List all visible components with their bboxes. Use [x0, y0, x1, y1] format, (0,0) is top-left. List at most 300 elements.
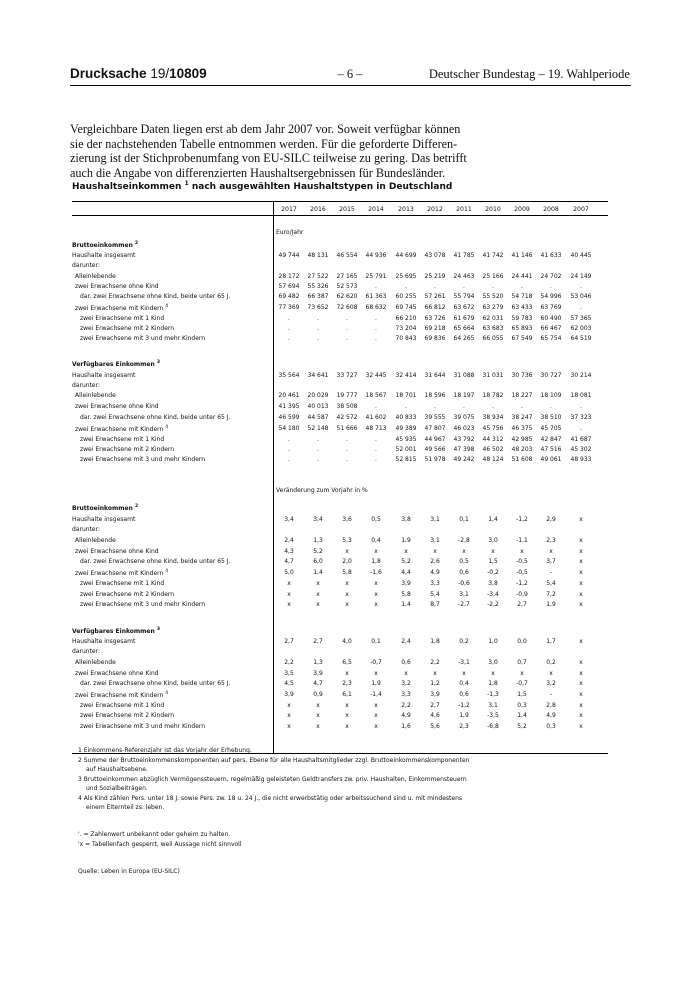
year-header: 2017	[281, 206, 297, 213]
table-cell: 67 549	[511, 335, 533, 342]
table-cell: 72 608	[336, 304, 358, 311]
table-cell: x	[374, 712, 378, 719]
row-label-text: zwei Erwachsene mit 1 Kind	[80, 315, 165, 322]
table-cell: 59 783	[511, 315, 533, 322]
table-cell: 4,4	[401, 569, 411, 576]
table-cell: 30 736	[511, 372, 533, 379]
table-cell: 63 726	[424, 315, 446, 322]
row-label-text: zwei Erwachsene ohne Kind	[75, 283, 159, 290]
table-cell: 1,2	[430, 680, 440, 687]
table-cell: 3,2	[401, 680, 411, 687]
table-cell: x	[345, 702, 349, 709]
page-number: – 6 –	[337, 67, 363, 81]
table-cell: 0,5	[371, 516, 381, 523]
row-label-text: zwei Erwachsene mit Kindern	[75, 426, 164, 433]
row-label-footnote: 4	[165, 691, 169, 696]
table-title-footnote: 1	[184, 180, 189, 187]
table-title-rest: nach ausgewählten Haushaltstypen in Deutschland	[191, 182, 453, 192]
row-label-text: dar. zwei Erwachsene ohne Kind, beide unter 65 J.	[80, 414, 231, 421]
table-cell: -3,5	[487, 712, 499, 719]
table-cell: .	[346, 436, 348, 443]
table-cell: -0,5	[516, 558, 528, 565]
row-label	[72, 638, 135, 645]
table-header-rule	[72, 215, 608, 216]
table-cell: -	[549, 691, 553, 698]
row-label	[75, 670, 159, 677]
table-cell: 1,9	[371, 680, 381, 687]
income-table	[72, 198, 608, 760]
table-cell: x	[374, 580, 378, 587]
table-cell: 4,5	[284, 680, 294, 687]
table-cell: 48 933	[570, 456, 592, 463]
table-cell: .	[492, 283, 494, 290]
table-cell: -1,1	[516, 537, 528, 544]
table-cell: 57 694	[278, 283, 300, 290]
table-cell: 2,4	[284, 537, 294, 544]
table-cell: x	[579, 712, 583, 719]
table-row	[72, 516, 608, 526]
table-cell: 45 756	[482, 425, 504, 432]
row-label	[80, 702, 164, 709]
table-cell: 4,9	[430, 569, 440, 576]
year-header: 2014	[368, 206, 384, 213]
table-cell: 6,0	[313, 558, 323, 565]
footnote: 3 Bruttoeinkommen abzüglich Vermögenssteuern, regelmäßig geleisteten Geldtransfers zw. priv. Haushalten, Einkommensteuern	[78, 775, 467, 783]
table-cell: 4,9	[546, 712, 556, 719]
table-cell: 18 197	[453, 392, 475, 399]
row-label	[72, 241, 138, 249]
year-header: 2010	[485, 206, 501, 213]
row-label	[80, 456, 205, 463]
table-cell: 1,9	[401, 537, 411, 544]
row-label-text: Alleinlebende	[75, 537, 116, 544]
row-label-text: zwei Erwachsene mit 2 Kindern	[80, 446, 175, 453]
table-cell: 43 078	[424, 252, 446, 259]
table-cell: -1,6	[370, 569, 382, 576]
table-cell: 35 564	[278, 372, 300, 379]
table-cell: 46 375	[511, 425, 533, 432]
table-cell: 70 843	[395, 335, 417, 342]
table-cell: 38 247	[511, 414, 533, 421]
table-cell: 41 742	[482, 252, 504, 259]
table-cell: 38 510	[540, 414, 562, 421]
table-cell: 2,2	[430, 659, 440, 666]
table-cell: 3,2	[546, 680, 556, 687]
table-row	[72, 627, 608, 637]
table-cell: 42 572	[336, 414, 358, 421]
footnote: 2 Summe der Bruttoeinkommenskomponenten auf pers. Ebene für alle Haushaltsmitglieder zzgl. Bruttoeinkommenskomponenten	[78, 756, 470, 764]
table-cell: x	[287, 723, 291, 730]
table-cell: x	[549, 670, 553, 677]
table-cell: 40 833	[395, 414, 417, 421]
table-cell: 0,3	[546, 723, 556, 730]
row-label-text: zwei Erwachsene ohne Kind	[75, 670, 159, 677]
table-cell: .	[317, 335, 319, 342]
table-cell: 7,2	[546, 591, 556, 598]
table-row	[72, 548, 608, 558]
table-cell: 40 013	[307, 403, 329, 410]
table-cell: 41 687	[570, 436, 592, 443]
table-row	[72, 648, 608, 658]
table-cell: 41 146	[511, 252, 533, 259]
intro-paragraph	[70, 122, 630, 180]
table-cell: 55 326	[307, 283, 329, 290]
year-header: 2011	[456, 206, 472, 213]
table-cell: 0,5	[459, 558, 469, 565]
row-label-text: Haushalte insgesamt	[72, 516, 136, 523]
table-cell: 53 046	[570, 293, 592, 300]
table-cell: x	[316, 580, 320, 587]
table-cell: 4,9	[401, 712, 411, 719]
row-label	[80, 325, 174, 332]
table-cell: 3,0	[488, 659, 498, 666]
table-cell: 60 490	[540, 315, 562, 322]
table-cell: .	[492, 403, 494, 410]
intro-line: auch die Angabe von differenzierten Haushaltsergebnissen für Bundesländer.	[70, 165, 446, 180]
table-cell: 32 414	[395, 372, 417, 379]
table-cell: 62 003	[570, 325, 592, 332]
table-cell: 66 210	[395, 315, 417, 322]
table-cell: x	[491, 548, 495, 555]
table-cell: 24 149	[570, 273, 592, 280]
table-cell: 5,4	[430, 591, 440, 598]
table-cell: -1,3	[487, 691, 499, 698]
row-label-text: zwei Erwachsene mit 2 Kindern	[80, 591, 175, 598]
row-label	[72, 526, 100, 533]
table-cell: 0,4	[371, 537, 381, 544]
table-cell: 2,7	[517, 601, 527, 608]
table-cell: -0,5	[516, 569, 528, 576]
table-cell: 63 279	[482, 304, 504, 311]
table-cell: 66 467	[540, 325, 562, 332]
year-header: 2008	[543, 206, 559, 213]
table-cell: 64 519	[570, 335, 592, 342]
table-row	[72, 591, 608, 601]
table-cell: 3,9	[430, 691, 440, 698]
table-cell: x	[520, 670, 524, 677]
row-label-text: zwei Erwachsene ohne Kind	[75, 403, 159, 410]
table-cell: 64 265	[453, 335, 475, 342]
row-label-text: zwei Erwachsene mit 2 Kindern	[80, 325, 175, 332]
unit-change: Veränderung zum Vorjahr in %	[276, 487, 368, 494]
table-cell: 5,6	[430, 723, 440, 730]
table-cell: x	[404, 548, 408, 555]
table-cell: 1,8	[488, 680, 498, 687]
row-label-text: Haushalte insgesamt	[72, 372, 136, 379]
table-cell: 73 204	[395, 325, 417, 332]
row-label-text: zwei Erwachsene mit 1 Kind	[80, 436, 165, 443]
table-cell: x	[287, 712, 291, 719]
table-cell: 66 055	[482, 335, 504, 342]
table-cell: x	[374, 601, 378, 608]
row-label	[72, 648, 100, 655]
table-cell: 48 203	[511, 446, 533, 453]
table-cell: .	[521, 283, 523, 290]
table-cell: 5,2	[517, 723, 527, 730]
table-cell: x	[433, 548, 437, 555]
row-label	[80, 446, 174, 453]
table-cell: 24 441	[511, 273, 533, 280]
table-cell: 3,0	[488, 537, 498, 544]
table-cell: 47 398	[453, 446, 475, 453]
row-label-text: zwei Erwachsene mit Kindern	[75, 570, 164, 577]
table-cell: 45 302	[570, 446, 592, 453]
table-cell: 1,4	[401, 601, 411, 608]
table-cell: x	[491, 670, 495, 677]
row-label-text: zwei Erwachsene mit Kindern	[75, 305, 164, 312]
row-label	[75, 283, 159, 290]
table-cell: 69 836	[424, 335, 446, 342]
publisher: Deutscher Bundestag – 19. Wahlperiode	[428, 67, 630, 81]
row-label-text: Alleinlebende	[75, 273, 116, 280]
row-label-text: zwei Erwachsene mit 3 und mehr Kindern	[80, 601, 206, 608]
row-label-text: zwei Erwachsene mit 3 und mehr Kindern	[80, 723, 206, 730]
header-rule	[70, 85, 631, 86]
table-cell: 6,5	[342, 659, 352, 666]
table-cell: 46 502	[482, 446, 504, 453]
table-cell: -0,2	[487, 569, 499, 576]
table-cell: 31 088	[453, 372, 475, 379]
table-cell: 3,4	[313, 516, 323, 523]
table-cell: 2,7	[313, 638, 323, 645]
table-cell: 63 433	[511, 304, 533, 311]
table-cell: x	[579, 591, 583, 598]
table-cell: 5,8	[401, 591, 411, 598]
row-label	[75, 425, 168, 433]
table-cell: 5,2	[313, 548, 323, 555]
row-label	[80, 712, 174, 719]
table-cell: 30 727	[540, 372, 562, 379]
table-cell: .	[288, 335, 290, 342]
row-label-text: darunter:	[72, 526, 100, 533]
table-row	[72, 403, 608, 413]
row-label	[75, 403, 159, 410]
table-cell: .	[346, 456, 348, 463]
table-cell: x	[316, 591, 320, 598]
table-cell: 33 727	[336, 372, 358, 379]
row-label-footnote: 2	[134, 504, 139, 509]
row-label	[72, 516, 135, 523]
table-cell: 5,2	[401, 558, 411, 565]
table-cell: 54 996	[540, 293, 562, 300]
table-cell: 51 666	[336, 425, 358, 432]
row-label-text: zwei Erwachsene mit 2 Kindern	[80, 712, 175, 719]
row-label-text: zwei Erwachsene mit 1 Kind	[80, 580, 165, 587]
table-cell: 18 227	[511, 392, 533, 399]
table-cell: x	[316, 723, 320, 730]
row-label	[72, 382, 100, 389]
table-row	[72, 456, 608, 466]
row-label	[80, 723, 205, 730]
table-cell: 52 148	[307, 425, 329, 432]
table-cell: .	[375, 283, 377, 290]
table-cell: x	[579, 601, 583, 608]
table-cell: x	[374, 702, 378, 709]
table-cell: 1,3	[313, 659, 323, 666]
table-cell: 0,1	[371, 638, 381, 645]
table-row	[72, 283, 608, 293]
table-cell: 4,7	[313, 680, 323, 687]
table-row	[72, 262, 608, 272]
row-label	[72, 252, 135, 259]
table-cell: 68 632	[365, 304, 387, 311]
year-header: 2007	[573, 206, 589, 213]
unit-euro: Euro/Jahr	[276, 229, 304, 236]
table-cell: .	[288, 446, 290, 453]
table-cell: x	[433, 670, 437, 677]
table-cell: x	[462, 548, 466, 555]
table-cell: x	[374, 548, 378, 555]
table-cell: .	[375, 456, 377, 463]
table-cell: 66 812	[424, 304, 446, 311]
row-label	[72, 262, 100, 269]
table-cell: x	[316, 601, 320, 608]
table-cell: 4,3	[284, 548, 294, 555]
table-cell: 30 214	[570, 372, 592, 379]
table-cell: x	[345, 601, 349, 608]
table-cell: 19 777	[336, 392, 358, 399]
table-row	[72, 670, 608, 680]
table-cell: 0,3	[517, 702, 527, 709]
table-cell: 3,9	[401, 580, 411, 587]
table-cell: x	[374, 723, 378, 730]
table-cell: .	[434, 283, 436, 290]
table-cell: .	[317, 325, 319, 332]
page-header	[70, 66, 630, 86]
table-cell: 3,3	[401, 691, 411, 698]
legend-notes	[78, 830, 598, 849]
table-cell: 4,7	[284, 558, 294, 565]
row-label	[80, 580, 164, 587]
table-cell: 66 387	[307, 293, 329, 300]
table-title-main: Haushaltseinkommen	[72, 182, 182, 192]
table-cell: 52 815	[395, 456, 417, 463]
row-label	[80, 558, 230, 565]
table-cell: .	[288, 456, 290, 463]
table-cell: 65 893	[511, 325, 533, 332]
row-label-text: zwei Erwachsene ohne Kind	[75, 548, 159, 555]
row-label	[75, 273, 116, 280]
table-row	[72, 537, 608, 547]
footnote: 1 Einkommens-Referenzjahr ist das Vorjahr der Erhebung.	[78, 747, 252, 754]
table-cell: x	[345, 712, 349, 719]
table-cell: 0,6	[459, 691, 469, 698]
table-cell: 2,7	[284, 638, 294, 645]
table-cell: 62 031	[482, 315, 504, 322]
year-header: 2013	[398, 206, 414, 213]
table-row	[72, 558, 608, 568]
table-cell: x	[287, 580, 291, 587]
table-cell: 41 395	[278, 403, 300, 410]
table-cell: 3,9	[313, 670, 323, 677]
table-cell: x	[520, 548, 524, 555]
table-cell: 46 554	[336, 252, 358, 259]
table-row	[72, 315, 608, 325]
footnotes	[78, 746, 598, 813]
table-cell: -1,2	[458, 702, 470, 709]
table-cell: 1,5	[488, 558, 498, 565]
table-cell: 55 794	[453, 293, 475, 300]
table-row	[72, 273, 608, 283]
table-cell: 69 218	[424, 325, 446, 332]
table-cell: 1,9	[546, 601, 556, 608]
table-cell: 69 482	[278, 293, 300, 300]
year-header: 2009	[514, 206, 530, 213]
row-label	[80, 591, 174, 598]
table-cell: x	[579, 723, 583, 730]
table-cell: 2,8	[546, 702, 556, 709]
intro-line: zierung ist der Stichprobenumfang von EU-SILC teilweise zu gering. Das betrifft	[70, 151, 467, 165]
table-cell: 2,3	[459, 723, 469, 730]
table-cell: 3,1	[459, 591, 469, 598]
row-label-text: dar. zwei Erwachsene ohne Kind, beide unter 65 J.	[80, 558, 231, 565]
table-cell: -2,8	[458, 537, 470, 544]
table-cell: 1,8	[371, 558, 381, 565]
source-note: Quelle: Leben in Europa (EU-SILC)	[78, 868, 180, 875]
table-cell: 18 567	[365, 392, 387, 399]
table-cell: -6,8	[487, 723, 499, 730]
table-cell: .	[405, 283, 407, 290]
table-cell: .	[375, 446, 377, 453]
table-cell: 2,3	[546, 537, 556, 544]
table-cell: .	[580, 283, 582, 290]
row-label-text: zwei Erwachsene mit 3 und mehr Kindern	[80, 456, 206, 463]
table-cell: 44 587	[307, 414, 329, 421]
table-cell: 3,8	[401, 516, 411, 523]
table-cell: 37 323	[570, 414, 592, 421]
table-cell: 1,7	[546, 638, 556, 645]
table-cell: 0,2	[459, 638, 469, 645]
table-cell: 3,1	[430, 516, 440, 523]
document-number-prefix: 19/	[150, 66, 170, 81]
table-cell: 3,9	[284, 691, 294, 698]
table-cell: 25 166	[482, 273, 504, 280]
table-cell: -1,2	[516, 516, 528, 523]
table-row	[72, 526, 608, 536]
table-cell: 54 180	[278, 425, 300, 432]
table-row	[72, 392, 608, 402]
table-cell: .	[317, 436, 319, 443]
table-cell: x	[579, 680, 583, 687]
year-header: 2015	[339, 206, 355, 213]
table-cell: 38 508	[336, 403, 358, 410]
table-cell: .	[375, 335, 377, 342]
table-cell: 0,6	[401, 659, 411, 666]
table-cell: 0,0	[517, 638, 527, 645]
table-cell: -3,1	[458, 659, 470, 666]
table-cell: .	[550, 283, 552, 290]
row-label	[80, 601, 205, 608]
table-cell: x	[579, 516, 583, 523]
row-label-text: Alleinlebende	[75, 659, 116, 666]
table-cell: 52 573	[336, 283, 358, 290]
table-cell: 1,4	[488, 516, 498, 523]
table-row	[72, 436, 608, 446]
table-cell: x	[374, 670, 378, 677]
table-cell: -2,7	[458, 601, 470, 608]
footnote: auf Haushaltsebene.	[86, 766, 148, 773]
table-cell: 1,5	[517, 691, 527, 698]
year-header: 2016	[310, 206, 326, 213]
table-cell: 25 219	[424, 273, 446, 280]
row-label	[75, 537, 116, 544]
table-cell: 2,4	[401, 638, 411, 645]
table-cell: .	[288, 325, 290, 332]
row-label	[75, 691, 168, 699]
table-cell: 39 075	[453, 414, 475, 421]
table-cell: 3,5	[284, 670, 294, 677]
table-cell: 1,4	[517, 712, 527, 719]
